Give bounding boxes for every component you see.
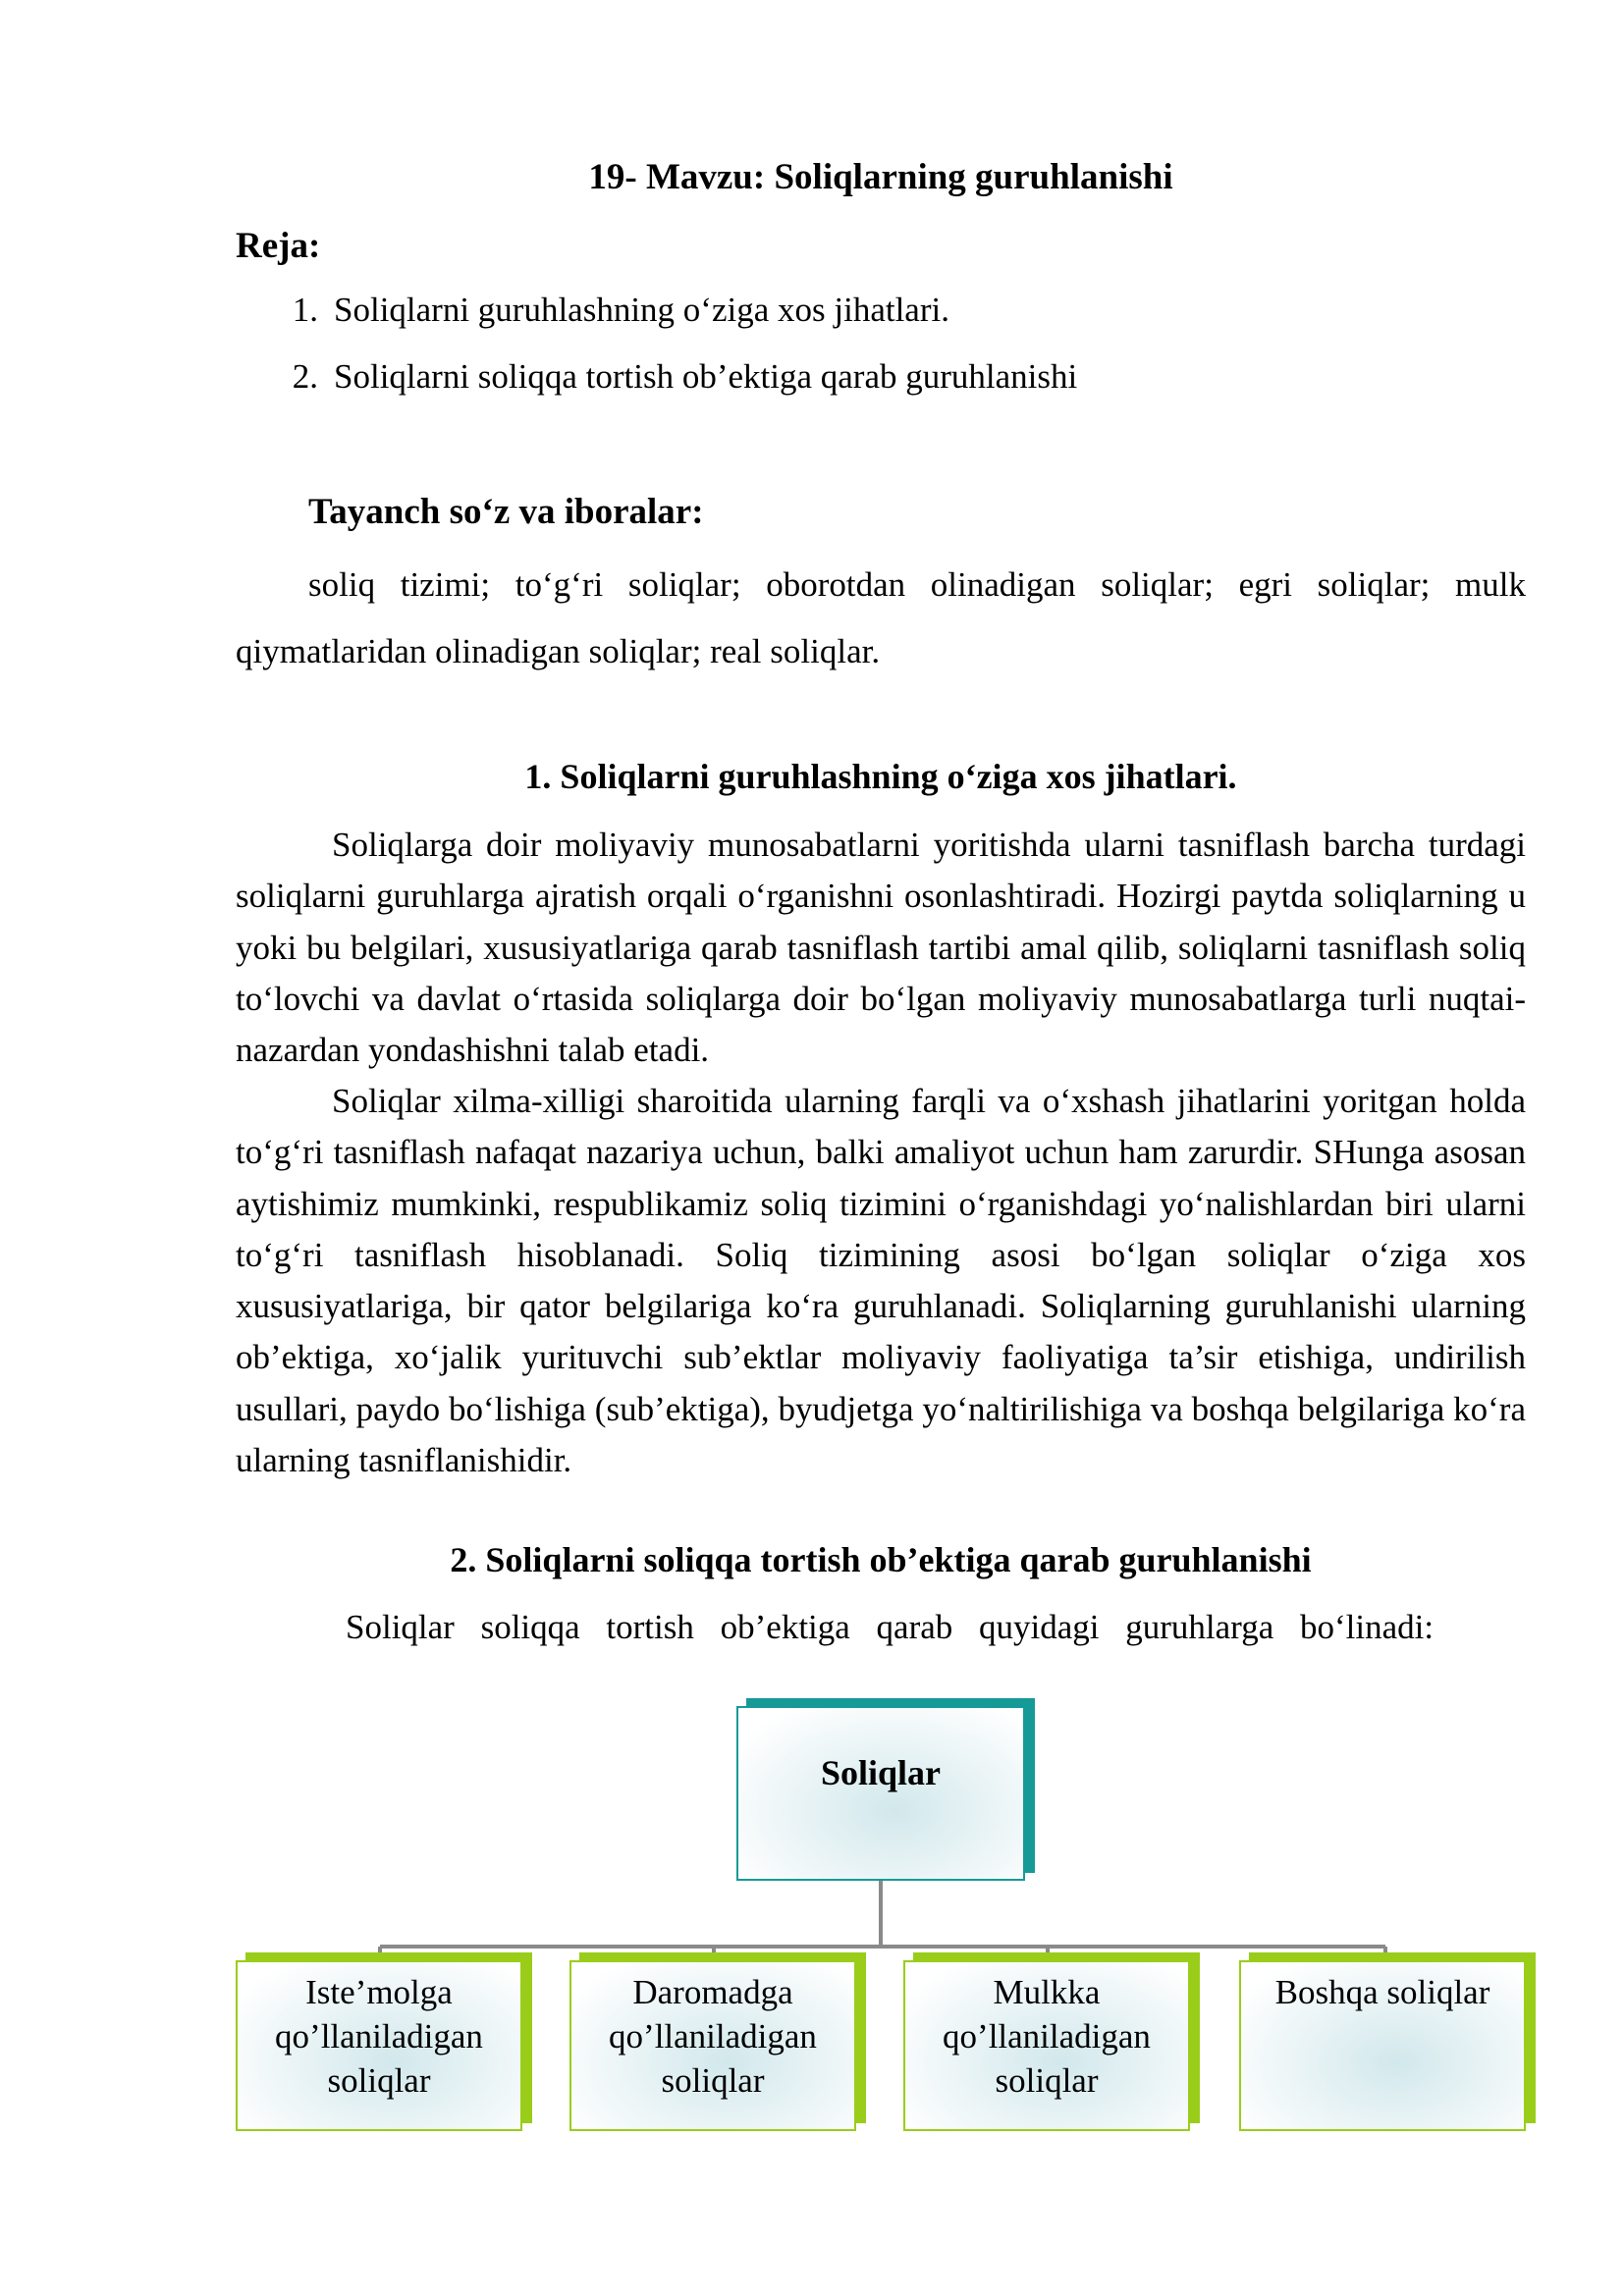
diagram-child-box xyxy=(903,1960,1190,2131)
section-1-paragraph-1: Soliqlarga doir moliyaviy munosabatlarni yoritishda ularni tasniflash barcha turdagi soliqlarni guruhlarga ajratish orqali o‘rganishni osonlashtiradi. Hozirgi paytda soliqlarning u yoki bu belgilari, xususiyatlariga qarab tasniflash tartibi amal qilib, soliqlarni tasniflash soliq to‘lovchi va davlat o‘rtasida soliqlarga doir bo‘lgan moliyaviy munosabatlarga turli nuqtai-nazardan yondashishni talab etadi. xyxy=(236,826,1526,1070)
keywords-heading: Tayanch so‘z va iboralar: xyxy=(308,492,704,532)
plan-item-number: 1. xyxy=(292,291,318,329)
diagram-child-label: Boshqa soliqlar xyxy=(1274,1973,1490,2011)
section-2-heading: 2. Soliqlarni soliqqa tortish ob’ektiga qarab guruhlanishi xyxy=(450,1540,1312,1579)
diagram-child-label: Mulkka xyxy=(993,1973,1101,2011)
keywords-text: soliq tizimi; to‘g‘ri soliqlar; oborotdan olinadigan soliqlar; egri soliqlar; mulk qiymatlaridan olinadigan soliqlar; real soliqlar. xyxy=(236,565,1526,670)
diagram-child-label: soliqlar xyxy=(661,2061,765,2100)
plan-item xyxy=(236,351,1526,418)
document-title: 19- Mavzu: Soliqlarning guruhlanishi xyxy=(588,157,1173,197)
diagram-child-box xyxy=(236,1960,522,2131)
diagram-child-label: Daromadga xyxy=(632,1973,793,2011)
diagram-child-label: soliqlar xyxy=(995,2061,1099,2100)
diagram-root-box xyxy=(736,1706,1025,1881)
diagram-child-label: qo’llaniladigan xyxy=(943,2017,1151,2056)
section-2-paragraph: Soliqlar soliqqa tortish ob’ektiga qarab quyidagi guruhlarga bo‘linadi: xyxy=(346,1608,1435,1646)
plan-list xyxy=(236,285,1526,418)
diagram-child-label: Iste’molga xyxy=(305,1973,453,2011)
diagram-root-label: Soliqlar xyxy=(820,1753,942,1792)
section-1-heading: 1. Soliqlarni guruhlashning o‘ziga xos jihatlari. xyxy=(524,757,1237,796)
plan-item-number: 2. xyxy=(292,357,318,396)
section-1-paragraph-2: Soliqlar xilma-xilligi sharoitida ularning farqli va o‘xshash jihatlarini yoritgan holda to‘g‘ri tasniflash nafaqat nazariya uchun, balki amaliyot uchun ham zarurdir. SHunga asosan aytishimiz mumkinki, respublikamiz soliq tizimini o‘rganishdagi yo‘nalishlardan biri ularni to‘g‘ri tasniflash hisoblanadi. Soliq tizimining asosi bo‘lgan soliqlar o‘ziga xos xususiyatlariga, bir qator belgilariga ko‘ra guruhlanadi. Soliqlarning guruhlanishi ularning ob’ektiga, xo‘jalik yurituvchi sub’ektlar moliyaviy faoliyatiga ta’sir etishiga, undirilish usullari, paydo bo‘lishiga (sub’ektiga), byudjetga yo‘naltirilishiga va boshqa belgilariga ko‘ra ularning tasniflanishidir. xyxy=(236,1082,1526,1480)
diagram-child-box xyxy=(569,1960,856,2131)
plan-item xyxy=(236,285,1526,351)
plan-item-text: Soliqlarni soliqqa tortish ob’ektiga qarab guruhlanishi xyxy=(334,357,1078,396)
diagram-child-label: soliqlar xyxy=(327,2061,431,2100)
diagram-child-label: qo’llaniladigan xyxy=(609,2017,817,2056)
plan-item-text: Soliqlarni guruhlashning o‘ziga xos jihatlari. xyxy=(334,291,949,329)
diagram-child-label: qo’llaniladigan xyxy=(275,2017,483,2056)
diagram-child-box xyxy=(1239,1960,1526,2131)
plan-label: Reja: xyxy=(236,226,321,266)
